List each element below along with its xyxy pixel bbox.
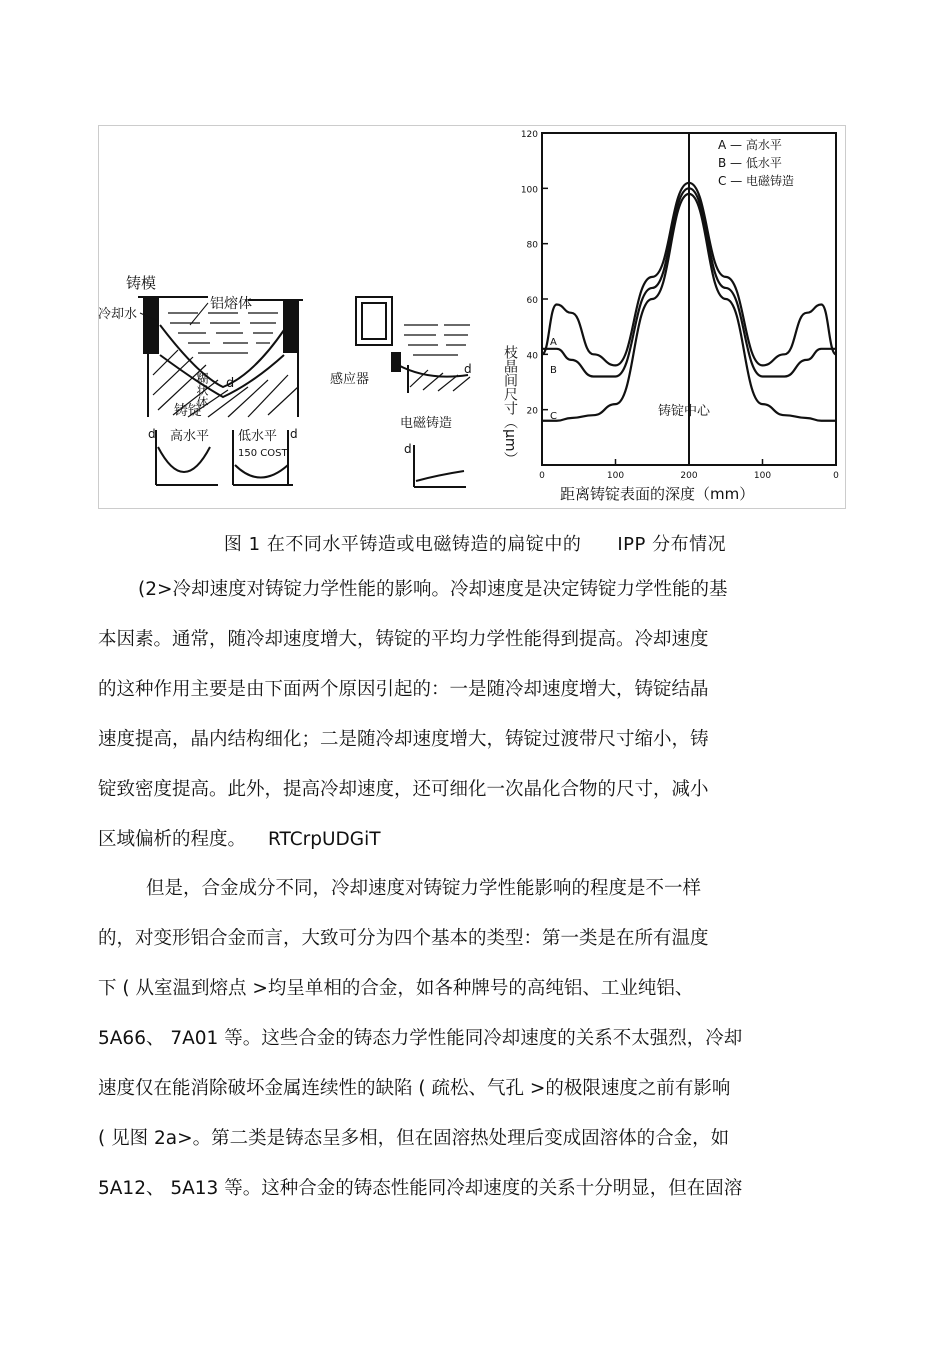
- x-tick-label: 0: [833, 471, 839, 481]
- paragraph-line-text: 区域偏析的程度。: [98, 829, 247, 850]
- paragraph-line: 本因素。通常，随冷却速度增大，铸锭的平均力学性能得到提高。冷却速度: [98, 629, 709, 650]
- right-plot-d-axis: d: [290, 427, 298, 441]
- figure-caption: [0, 530, 950, 556]
- paragraph-2: [98, 864, 858, 1214]
- x-tick-label: 0: [539, 471, 545, 481]
- legend-entry-c: C — 电磁铸造: [718, 174, 795, 188]
- paragraph-line: 的这种作用主要是由下面两个原因引起的：一是随冷却速度增大，铸锭结晶: [98, 679, 709, 700]
- label-em-casting: 电磁铸造: [400, 416, 453, 431]
- x-tick-label: 100: [606, 471, 625, 481]
- x-tick-label: 100: [753, 471, 772, 481]
- y-tick-label: 60: [526, 296, 538, 306]
- y-tick-label: 120: [520, 130, 538, 140]
- curve-label-c: C: [550, 411, 557, 422]
- dc-casting-schematic: [138, 297, 303, 417]
- left-plot-d-axis: d: [148, 427, 156, 441]
- reference-code: RTCrpUDGiT: [268, 829, 381, 850]
- x-tick-label: 200: [680, 471, 698, 481]
- label-d-mark-em: d: [464, 362, 472, 376]
- paragraph-line: 锭致密度提高。此外，提高冷却速度，还可细化一次晶化合物的尺寸，减小: [98, 779, 709, 800]
- em-plot-d-axis: d: [404, 442, 412, 456]
- label-ingot: 铸锭: [174, 403, 202, 419]
- label-cooling-water: 冷却水: [98, 307, 138, 322]
- y-tick-label: 40: [526, 351, 538, 362]
- ipp-distribution-chart: [502, 130, 839, 503]
- curve-label-a: A: [550, 337, 557, 348]
- paragraph-line: 速度仅在能消除破坏金属连续性的缺陷 ( 疏松、气孔 >的极限速度之前有影响: [98, 1078, 731, 1099]
- figure-svg: [98, 125, 846, 509]
- paragraph-line: ( 见图 2a>。第二类是铸态呈多相，但在固溶热处理后变成固溶体的合金，如: [98, 1128, 730, 1149]
- paragraph-line: 下 ( 从室温到熔点 >均呈单相的合金，如各种牌号的高纯铝、工业纯铝、: [98, 978, 694, 999]
- paragraph-line: 的，对变形铝合金而言，大致可分为四个基本的类型：第一类是在所有温度: [98, 928, 709, 949]
- legend-entry-b: B — 低水平: [718, 156, 782, 170]
- x-axis-label: 距离铸锭表面的深度（mm）: [560, 485, 755, 503]
- label-ingot-center: 铸锭中心: [658, 404, 711, 419]
- label-aluminum-melt: 铝熔体: [210, 296, 252, 312]
- label-mold: 铸模: [126, 274, 157, 292]
- label-high-level: 高水平: [170, 429, 210, 444]
- y-axis-label: 枝晶间尺寸（μm）: [502, 345, 518, 466]
- curve-label-b: B: [550, 365, 557, 376]
- y-axis-ticks: [521, 130, 548, 417]
- paragraph-line: 速度提高，晶内结构细化；二是随冷却速度增大，铸锭过渡带尺寸缩小，铸: [98, 729, 709, 750]
- caption-suffix: IPP 分布情况: [617, 534, 727, 555]
- paragraph-line: 但是，合金成分不同，冷却速度对铸锭力学性能影响的程度是不一样: [146, 878, 702, 899]
- caption-text: 图 1 在不同水平铸造或电磁铸造的扁锭中的: [223, 534, 582, 555]
- y-tick-label: 100: [520, 185, 538, 196]
- label-low-level: 低水平: [238, 429, 278, 444]
- y-tick-label: 80: [526, 240, 538, 251]
- label-inductor: 感应器: [330, 372, 370, 387]
- paragraph-line: 5A12、 5A13 等。这种合金的铸态性能同冷却速度的关系十分明显，但在固溶: [98, 1178, 743, 1199]
- paragraph-line: (2>冷却速度对铸锭力学性能的影响。冷却速度是决定铸锭力学性能的基: [138, 579, 728, 600]
- figure-1: [98, 125, 846, 509]
- y-tick-label: 20: [526, 406, 538, 417]
- legend-entry-a: A — 高水平: [718, 138, 782, 152]
- label-low-level-note: 150 COST: [238, 448, 288, 459]
- em-casting-schematic: [356, 297, 470, 487]
- paragraph-line-last: [98, 815, 858, 865]
- paragraph-1: [98, 565, 858, 865]
- label-d-mark: d: [226, 376, 235, 391]
- label-mushy: 糊状体: [195, 372, 209, 408]
- paragraph-line: 5A66、 7A01 等。这些合金的铸态力学性能同冷却速度的关系不太强烈，冷却: [98, 1028, 743, 1049]
